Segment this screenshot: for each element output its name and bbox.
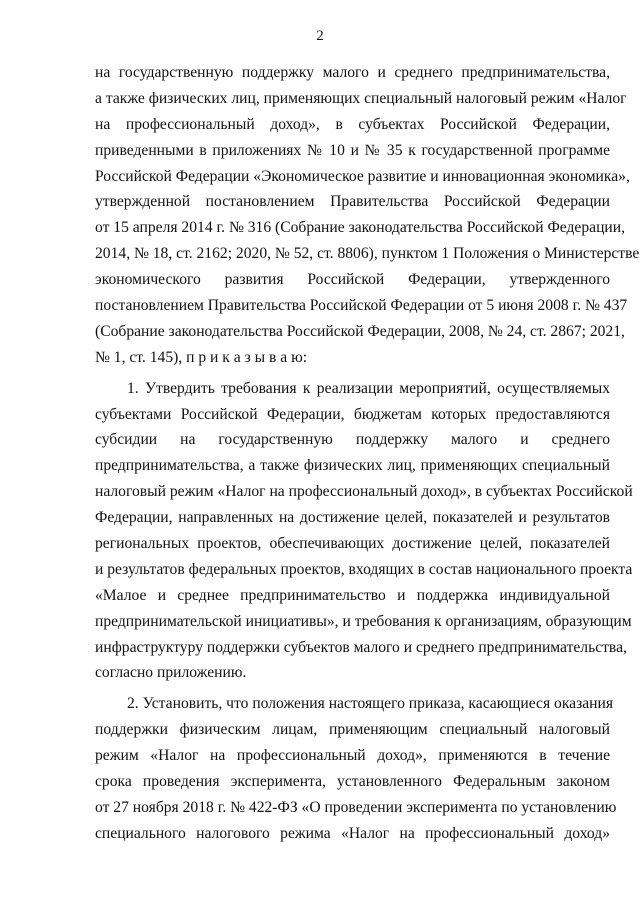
text-line: экономического развития Российской Федерации, утвержденного [95, 271, 610, 289]
text-line: от 15 апреля 2014 г. № 316 (Собрание законодательства Российской Федерации, [95, 219, 626, 237]
text-line: приведенными в приложениях № 10 и № 35 к государственной программе [95, 141, 610, 159]
text-line: поддержки физическим лицам, применяющим специальный налоговый [95, 721, 610, 739]
page-number: 2 [316, 28, 324, 44]
text-line: Федерации, направленных на достижение целей, показателей и результатов [95, 509, 610, 527]
text-line: субъектами Российской Федерации, бюджетам которых предоставляются [95, 405, 610, 423]
text-line: от 27 ноября 2018 г. № 422-ФЗ «О проведении эксперимента по установлению [95, 798, 617, 816]
text-line: (Собрание законодательства Российской Федерации, 2008, № 24, ст. 2867; 2021, [95, 322, 625, 340]
text-line: постановлением Правительства Российской Федерации от 5 июня 2008 г. № 437 [95, 297, 628, 315]
text-line: налоговый режим «Налог на профессиональный доход», в субъектах Российской [95, 483, 633, 501]
text-line: региональных проектов, обеспечивающих достижение целей, показателей [95, 535, 610, 553]
text-line: предпринимательской инициативы», и требования к организациям, образующим [95, 612, 632, 630]
document-body [95, 60, 640, 847]
text-line: 2. Установить, что положения настоящего приказа, касающиеся оказания [127, 695, 614, 713]
text-line: предпринимательства, а также физических лиц, применяющих специальный [95, 457, 610, 475]
text-line: согласно приложению. [95, 664, 247, 682]
text-line: срока проведения эксперимента, установленного Федеральным законом [95, 773, 610, 791]
text-line: 2014, № 18, ст. 2162; 2020, № 52, ст. 8806), пунктом 1 Положения о Министерстве [95, 245, 640, 263]
paragraph-item-2 [95, 691, 617, 846]
text-line: 1. Утвердить требования к реализации мероприятий, осуществляемых [127, 379, 610, 397]
text-line: на государственную поддержку малого и среднего предпринимательства, [95, 64, 610, 81]
text-line: инфраструктуру поддержки субъектов малого и среднего предпринимательства, [95, 638, 627, 656]
text-line: субсидии на государственную поддержку малого и среднего [95, 431, 610, 449]
text-line: утвержденной постановлением Правительства Российской Федерации [95, 193, 610, 211]
text-line: «Малое и среднее предпринимательство и поддержка индивидуальной [95, 586, 610, 604]
text-line: режим «Налог на профессиональный доход», применяются в течение [95, 747, 610, 765]
text-line: специального налогового режима «Налог на профессиональный доход» [95, 824, 610, 842]
paragraph-preamble [95, 60, 640, 371]
text-line: № 1, ст. 145), п р и к а з ы в а ю: [95, 348, 308, 366]
text-line: а также физических лиц, применяющих специальный налоговый режим «Налог [95, 89, 627, 107]
text-line: и результатов федеральных проектов, входящих в состав национального проекта [95, 560, 633, 578]
paragraph-item-1 [95, 376, 633, 687]
text-line: Российской Федерации «Экономическое развитие и инновационная экономика», [95, 167, 630, 185]
text-line: на профессиональный доход», в субъектах Российской Федерации, [95, 115, 610, 133]
